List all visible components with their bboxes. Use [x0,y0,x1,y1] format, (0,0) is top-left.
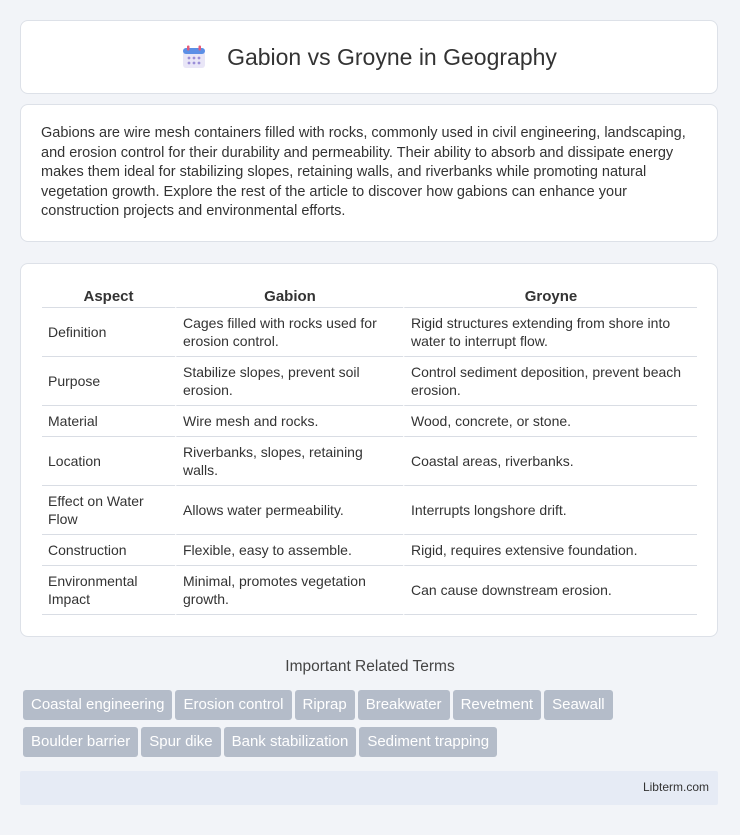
gabion-cell: Wire mesh and rocks. [175,406,403,437]
footer-site-link[interactable]: Libterm.com [642,780,709,794]
related-terms-heading: Important Related Terms [285,658,455,675]
gabion-cell: Riverbanks, slopes, retaining walls. [175,437,403,486]
table-row [42,308,697,357]
calendar-icon [181,44,207,70]
table-row [42,357,697,406]
aspect-cell: Construction [42,535,175,566]
related-terms-list [23,690,723,764]
related-term-tag[interactable]: Revetment [453,690,542,720]
table-row [42,535,697,566]
related-term-tag[interactable]: Spur dike [141,727,220,757]
intro-card [20,104,718,242]
column-header-aspect: Aspect [42,286,175,308]
related-term-tag[interactable]: Boulder barrier [23,727,138,757]
intro-paragraph: Gabions are wire mesh containers filled with rocks, commonly used in civil engineering, landscaping, and erosion control for their durability and permeability. Their ability to absorb and dissipate energy makes them ideal for stabilizing slopes, retaining walls, and riverbanks while promoting natural vegetation growth. Explore the rest of the article to discover how gabions can enhance your construction projects and environmental efforts. [41,125,686,219]
gabion-cell: Allows water permeability. [175,486,403,535]
related-term-tag[interactable]: Breakwater [358,690,450,720]
related-term-tag[interactable]: Riprap [295,690,355,720]
groyne-cell: Can cause downstream erosion. [403,566,697,615]
gabion-cell: Flexible, easy to assemble. [175,535,403,566]
title-card [20,20,718,94]
gabion-cell: Stabilize slopes, prevent soil erosion. [175,357,403,406]
gabion-cell: Minimal, promotes vegetation growth. [175,566,403,615]
groyne-cell: Coastal areas, riverbanks. [403,437,697,486]
groyne-cell: Rigid structures extending from shore into water to interrupt flow. [403,308,697,357]
related-term-tag[interactable]: Sediment trapping [359,727,497,757]
page-title: Gabion vs Groyne in Geography [227,43,557,70]
table-row [42,486,697,535]
related-term-tag[interactable]: Bank stabilization [224,727,357,757]
aspect-cell: Effect on Water Flow [42,486,175,535]
aspect-cell: Definition [42,308,175,357]
aspect-cell: Location [42,437,175,486]
table-header-row [42,286,697,308]
groyne-cell: Interrupts longshore drift. [403,486,697,535]
column-header-groyne: Groyne [403,286,697,308]
groyne-cell: Control sediment deposition, prevent beach erosion. [403,357,697,406]
comparison-table [42,286,697,615]
related-term-tag[interactable]: Seawall [544,690,613,720]
column-header-gabion: Gabion [175,286,403,308]
groyne-cell: Wood, concrete, or stone. [403,406,697,437]
comparison-card [20,263,718,637]
aspect-cell: Material [42,406,175,437]
related-term-tag[interactable]: Coastal engineering [23,690,172,720]
table-row [42,437,697,486]
aspect-cell: Purpose [42,357,175,406]
gabion-cell: Cages filled with rocks used for erosion control. [175,308,403,357]
aspect-cell: Environmental Impact [42,566,175,615]
table-row [42,406,697,437]
footer-bar [20,771,718,805]
related-term-tag[interactable]: Erosion control [175,690,291,720]
table-row [42,566,697,615]
groyne-cell: Rigid, requires extensive foundation. [403,535,697,566]
